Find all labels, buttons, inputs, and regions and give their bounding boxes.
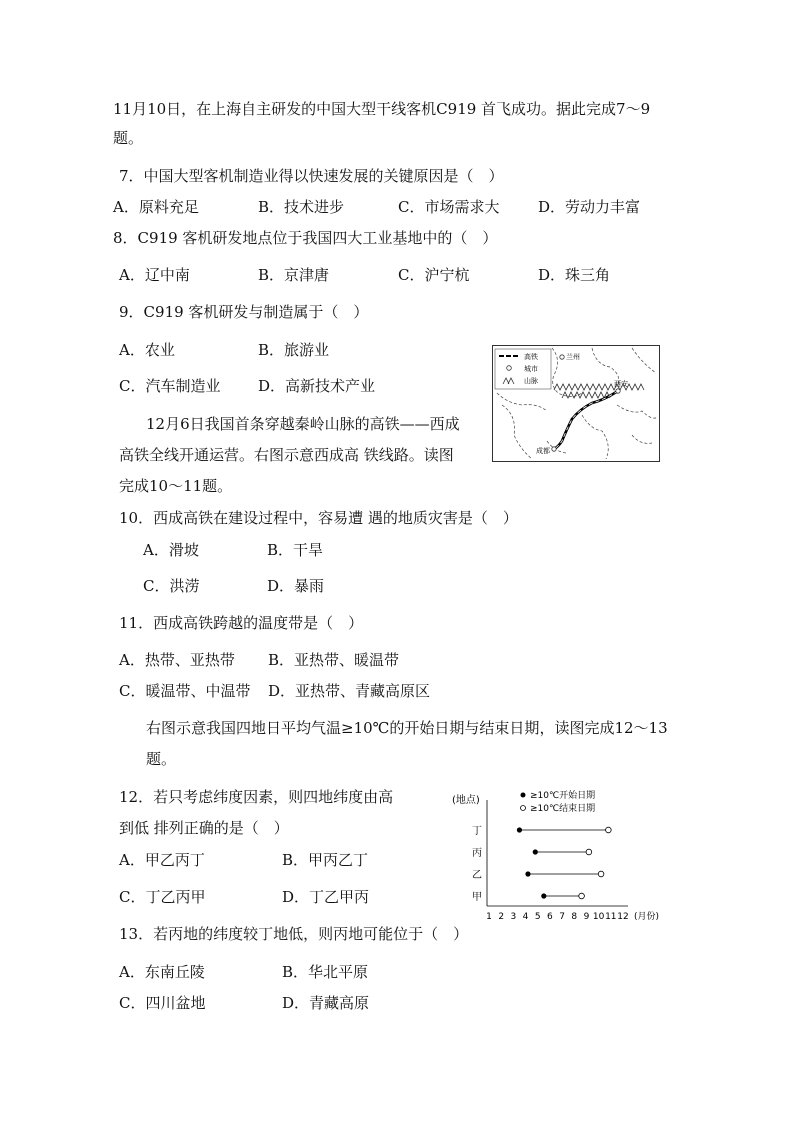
q9-option-c[interactable]: C．汽车制造业 [119, 377, 221, 395]
x-tick-label: 10 [592, 912, 605, 922]
q9-option-a[interactable]: A．农业 [119, 341, 175, 359]
intro-12-13-line2: 题。 [146, 750, 177, 768]
q11-option-a[interactable]: A．热带、亚热带 [119, 651, 235, 669]
q12-option-d[interactable]: D．丁乙甲丙 [282, 888, 370, 906]
x-tick-label: 1 [486, 912, 492, 922]
q11-stem: 11．西成高铁跨越的温度带是（ ） [119, 614, 364, 632]
q11-option-d[interactable]: D．亚热带、青藏高原区 [268, 682, 431, 700]
q7-stem: 7．中国大型客机制造业得以快速发展的关键原因是（ ） [119, 167, 504, 185]
start-date-point [517, 827, 522, 832]
q8-stem: 8．C919 客机研发地点位于我国四大工业基地中的（ ） [113, 229, 498, 247]
q8-option-b[interactable]: B．京津唐 [258, 266, 330, 284]
start-date-point [541, 893, 546, 898]
q10-option-b[interactable]: B．干旱 [267, 541, 324, 559]
q10-option-c[interactable]: C．洪涝 [143, 577, 200, 595]
x-tick-label: 2 [498, 912, 505, 922]
category-label: 甲 [472, 892, 482, 903]
x-tick-label: 6 [547, 912, 553, 922]
end-date-point [586, 849, 592, 855]
q12-option-c[interactable]: C．丁乙丙甲 [119, 888, 206, 906]
q10-option-d[interactable]: D．暴雨 [267, 577, 325, 595]
x-tick-label: 5 [534, 912, 541, 922]
q12-stem-line2: 到低 排列正确的是（ ） [119, 819, 289, 837]
x-tick-label: 4 [522, 912, 529, 922]
city-lanzhou-marker [560, 355, 564, 359]
end-date-point [606, 827, 612, 833]
category-label: 乙 [472, 870, 482, 881]
intro-12-13-line1: 右图示意我国四地日平均气温≥10℃的开始日期与结束日期，读图完成12～13 [146, 719, 668, 737]
q9-stem: 9．C919 客机研发与制造属于（ ） [119, 303, 369, 321]
q11-option-c[interactable]: C．暖温带、中温带 [119, 682, 251, 700]
legend-start-label: ≥10℃开始日期 [530, 791, 596, 801]
railway-map [492, 345, 660, 462]
temperature-date-chart [448, 784, 678, 926]
q12-stem-line1: 12．若只考虑纬度因素，则四地纬度由高 [119, 788, 394, 806]
q7-option-d[interactable]: D．劳动力丰富 [538, 198, 641, 216]
city-chengdu-label: 成都 [536, 447, 550, 455]
q13-option-b[interactable]: B．华北平原 [282, 963, 369, 981]
category-label: 丁 [472, 826, 482, 837]
city-lanzhou-label: 兰州 [566, 353, 580, 361]
q7-option-c[interactable]: C．市场需求大 [398, 198, 500, 216]
x-tick-label: 8 [571, 912, 578, 922]
legend-end-dot [521, 806, 526, 811]
x-tick-label: 3 [510, 912, 517, 922]
q8-option-a[interactable]: A．辽中南 [119, 266, 190, 284]
city-xian-marker [616, 389, 620, 393]
intro-7-9-line2: 题。 [113, 129, 144, 147]
x-tick-label: 7 [559, 912, 565, 922]
q11-option-b[interactable]: B．亚热带、暖温带 [268, 651, 400, 669]
chart-xlabel: (月份) [634, 912, 660, 922]
chart-ylabel: (地点) [452, 795, 480, 806]
q8-option-c[interactable]: C．沪宁杭 [398, 266, 470, 284]
legend-start-dot [521, 793, 526, 798]
intro-10-11-line1: 12月6日我国首条穿越秦岭山脉的高铁——西成 [146, 415, 460, 433]
map-legend [495, 349, 551, 389]
q9-option-d[interactable]: D．高新技术产业 [258, 377, 376, 395]
q13-option-c[interactable]: C．四川盆地 [119, 994, 206, 1012]
q7-option-b[interactable]: B．技术进步 [258, 198, 345, 216]
legend-mountain-label: 山脉 [524, 377, 538, 385]
q12-option-b[interactable]: B．甲丙乙丁 [282, 851, 369, 869]
q10-stem: 10．西成高铁在建设过程中，容易遭 遇的地质灾害是（ ） [119, 509, 518, 527]
end-date-point [579, 893, 585, 899]
start-date-point [533, 849, 538, 854]
category-label: 丙 [472, 848, 482, 859]
intro-10-11-line2: 高铁全线开通运营。右图示意西成高 铁线路。读图 [119, 446, 454, 464]
x-tick-label: 9 [583, 912, 590, 922]
q10-option-a[interactable]: A．滑坡 [143, 541, 199, 559]
intro-7-9-line1: 11月10日，在上海自主研发的中国大型干线客机C919 首飞成功。据此完成7～9 [113, 100, 651, 118]
q12-option-a[interactable]: A．甲乙丙丁 [119, 851, 205, 869]
q13-option-a[interactable]: A．东南丘陵 [119, 963, 205, 981]
q7-option-a[interactable]: A．原料充足 [113, 198, 199, 216]
legend-city-label: 城市 [524, 365, 538, 373]
q8-option-d[interactable]: D．珠三角 [538, 266, 611, 284]
legend-rail-label: 高铁 [524, 353, 538, 361]
end-date-point [598, 871, 604, 877]
legend-city-icon [507, 366, 512, 371]
start-date-point [525, 871, 530, 876]
x-tick-label: 11 [605, 912, 617, 922]
legend-end-label: ≥10℃结束日期 [530, 804, 596, 814]
city-chengdu-marker [552, 447, 556, 451]
q13-option-d[interactable]: D．青藏高原 [282, 994, 370, 1012]
city-xian-label: 西安 [614, 380, 628, 388]
q13-stem: 13．若丙地的纬度较丁地低，则丙地可能位于（ ） [119, 925, 469, 943]
q9-option-b[interactable]: B．旅游业 [258, 341, 330, 359]
intro-10-11-line3: 完成10～11题。 [119, 477, 233, 495]
x-tick-label: 12 [617, 912, 629, 922]
